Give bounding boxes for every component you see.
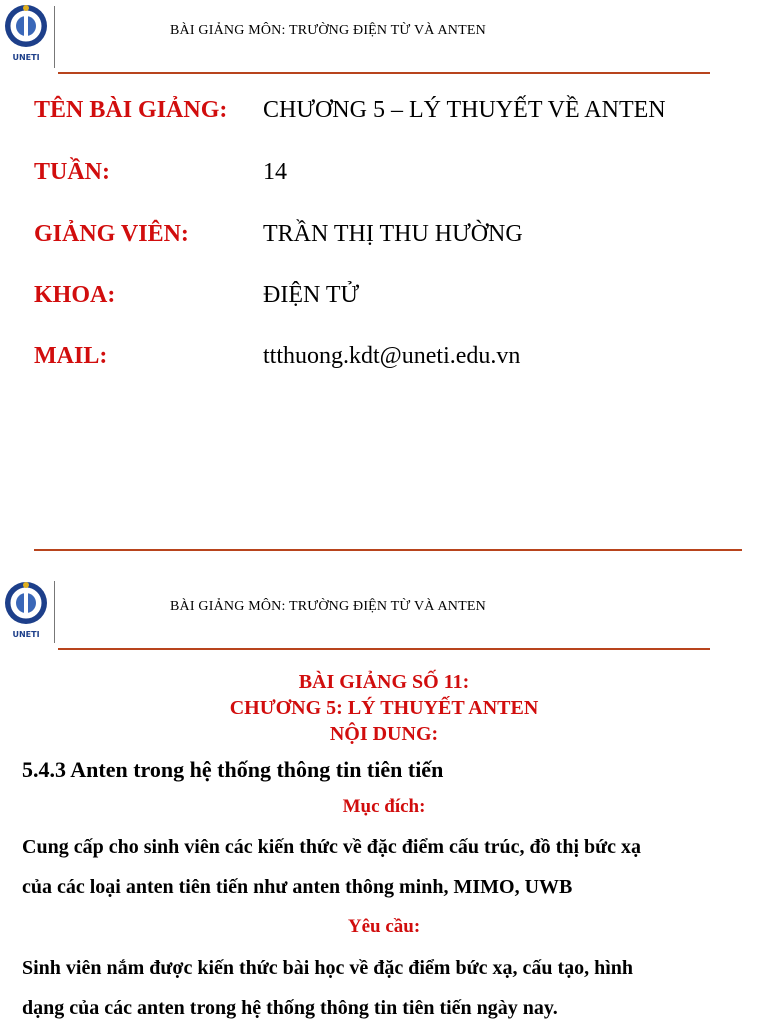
chapter-title: CHƯƠNG 5: LÝ THUYẾT ANTEN xyxy=(229,697,539,719)
logo-text: UNETI xyxy=(12,630,40,639)
week-label: TUẦN: xyxy=(34,159,110,185)
lecture-title-value: CHƯƠNG 5 – LÝ THUYẾT VỀ ANTEN xyxy=(263,97,666,123)
lecture-title-label: TÊN BÀI GIẢNG: xyxy=(34,97,228,123)
uneti-logo-icon xyxy=(2,579,50,641)
slide-bottom-rule xyxy=(34,549,742,551)
uneti-logo-icon xyxy=(2,2,50,64)
course-header: BÀI GIẢNG MÔN: TRƯỜNG ĐIỆN TỪ VÀ ANTEN xyxy=(170,599,486,614)
header-rule xyxy=(58,72,710,74)
requirement-heading: Yêu cầu: xyxy=(347,916,421,937)
header-divider xyxy=(54,6,55,68)
lecturer-value: TRẦN THỊ THU HƯỜNG xyxy=(263,221,523,247)
requirement-line-2: dạng của các anten trong hệ thống thông tin tiên tiến ngày nay. xyxy=(22,997,558,1019)
purpose-heading: Mục đích: xyxy=(342,796,426,817)
week-value: 14 xyxy=(263,159,287,185)
purpose-line-1: Cung cấp cho sinh viên các kiến thức về đặc điểm cấu trúc, đồ thị bức xạ xyxy=(22,836,642,858)
header-divider xyxy=(54,581,55,643)
content-heading: NỘI DUNG: xyxy=(329,723,439,745)
faculty-label: KHOA: xyxy=(34,282,116,308)
lecture-number: BÀI GIẢNG SỐ 11: xyxy=(298,671,470,693)
section-title: 5.4.3 Anten trong hệ thống thông tin tiên tiến xyxy=(22,757,444,782)
mail-label: MAIL: xyxy=(34,343,108,369)
header-rule xyxy=(58,648,710,650)
course-header: BÀI GIẢNG MÔN: TRƯỜNG ĐIỆN TỪ VÀ ANTEN xyxy=(170,23,486,38)
logo-text: UNETI xyxy=(12,53,40,62)
lecturer-label: GIẢNG VIÊN: xyxy=(34,221,189,247)
purpose-line-2: của các loại anten tiên tiến như anten thông minh, MIMO, UWB xyxy=(22,876,573,898)
mail-value[interactable]: ttthuong.kdt@uneti.edu.vn xyxy=(263,343,521,369)
requirement-line-1: Sinh viên nắm được kiến thức bài học về đặc điểm bức xạ, cấu tạo, hình xyxy=(22,957,634,979)
faculty-value: ĐIỆN TỬ xyxy=(263,282,360,308)
